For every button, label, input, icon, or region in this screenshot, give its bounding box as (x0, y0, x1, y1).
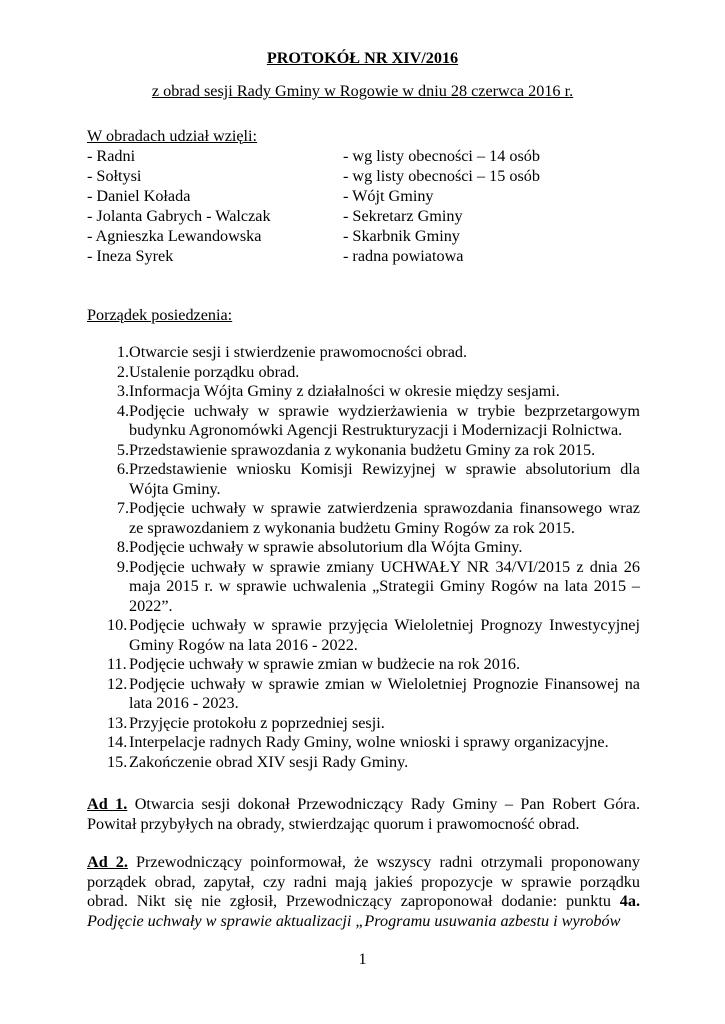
attendee-role: - wg listy obecności – 14 osób (343, 147, 540, 165)
document-title: PROTOKÓŁ NR XIV/2016 (266, 49, 459, 67)
attendance-row (87, 187, 647, 207)
agenda-item-text: Przedstawienie sprawozdania z wykonania budżetu Gminy za rok 2015. (129, 440, 596, 459)
ad2-paragraph (87, 853, 640, 931)
attendee-name: - Jolanta Gabrych - Walczak (87, 207, 271, 225)
page-number: 1 (358, 950, 367, 968)
agenda-item-number: 13. (107, 713, 128, 732)
agenda-item (87, 382, 640, 402)
agenda-list (87, 343, 640, 772)
agenda-heading: Porządek posiedzenia: (87, 306, 233, 324)
attendee-name: - Agnieszka Lewandowska (87, 227, 262, 245)
attendance-row (87, 167, 647, 187)
attendance-row (87, 227, 647, 247)
agenda-item-text: Przyjęcie protokołu z poprzedniej sesji. (129, 713, 385, 732)
attendee-role: - wg listy obecności – 15 osób (343, 167, 540, 185)
agenda-item-number: 11. (107, 655, 127, 673)
ad1-label: Ad 1. (87, 795, 128, 813)
attendance-list (87, 147, 647, 267)
agenda-item (87, 675, 640, 714)
ad1-text: Otwarcia sesji dokonał Przewodniczący Rady Gminy – Pan Robert Góra. Powitał przybyłych na obrady, stwierdzając quorum i prawomocność obrad. (87, 795, 640, 833)
ad2-text: Przewodniczący poinformował, że wszyscy radni otrzymali proponowany porządek obrad, zapytał, czy radni mają jakieś propozycje w sprawie porządku obrad. Nikt się nie zgłosił, Przewodniczący zaproponował dodanie: punktu (87, 853, 640, 910)
agenda-item-text: Otwarcie sesji i stwierdzenie prawomocności obrad. (129, 343, 468, 361)
attendee-role: - radna powiatowa (343, 247, 464, 265)
agenda-item (87, 499, 640, 538)
agenda-item (87, 402, 640, 441)
agenda-item (87, 460, 640, 499)
agenda-item-number: 4. (116, 401, 129, 420)
attendee-role: - Skarbnik Gminy (343, 227, 460, 245)
agenda-item-text: Interpelacje radnych Rady Gminy, wolne wnioski i sprawy organizacyjne. (129, 733, 609, 751)
agenda-item-number: 12. (107, 674, 128, 693)
attendance-heading: W obradach udział wzięli: (87, 127, 258, 145)
agenda-item-number: 1. (116, 343, 129, 361)
agenda-item-number: 15. (107, 752, 128, 771)
agenda-item (87, 538, 640, 558)
agenda-item-text: Podjęcie uchwały w sprawie absolutorium dla Wójta Gminy. (129, 538, 523, 556)
agenda-item-number: 7. (116, 499, 129, 517)
agenda-item (87, 714, 640, 734)
attendee-name: - Radni (87, 147, 136, 165)
ad1-paragraph (87, 795, 640, 834)
attendance-row (87, 207, 647, 227)
agenda-item-number: 5. (116, 440, 129, 459)
attendee-role: - Wójt Gminy (343, 187, 434, 205)
agenda-item-text: Informacja Wójta Gminy z działalności w okresie między sesjami. (129, 382, 560, 400)
agenda-item (87, 343, 640, 363)
agenda-item-text: Podjęcie uchwały w sprawie zatwierdzenia sprawozdania finansowego wraz ze sprawozdaniem z wykonania budżetu Gminy Rogów za rok 2015. (129, 499, 640, 537)
agenda-item-text: Przedstawienie wniosku Komisji Rewizyjnej w sprawie absolutorium dla Wójta Gminy. (129, 460, 640, 498)
agenda-item-number: 2. (116, 362, 129, 381)
attendee-role: - Sekretarz Gminy (343, 207, 463, 225)
agenda-item-text: Zakończenie obrad XIV sesji Rady Gminy. (129, 752, 409, 771)
agenda-item-number: 9. (116, 557, 129, 576)
ad2-label: Ad 2. (87, 853, 128, 871)
agenda-item (87, 753, 640, 773)
agenda-item-number: 10. (107, 616, 128, 634)
agenda-item (87, 733, 640, 753)
attendance-row (87, 147, 647, 167)
agenda-item-number: 3. (116, 382, 129, 400)
ad2-italic-text: Podjęcie uchwały w sprawie aktualizacji „Programu usuwania azbestu i wyrobów (87, 911, 621, 930)
agenda-item-text: Ustalenie porządku obrad. (129, 362, 300, 381)
attendance-row (87, 247, 647, 267)
ad2-point: 4a. (619, 892, 640, 910)
agenda-item (87, 655, 640, 675)
agenda-item-number: 6. (116, 460, 129, 478)
document-subtitle: z obrad sesji Rady Gminy w Rogowie w dniu 28 czerwca 2016 r. (151, 82, 574, 100)
attendee-name: - Daniel Kołada (87, 187, 191, 205)
agenda-item-text: Podjęcie uchwały w sprawie zmian w Wieloletniej Prognozie Finansowej na lata 2016 - 2023. (129, 674, 640, 712)
agenda-item-text: Podjęcie uchwały w sprawie zmiany UCHWAŁY NR 34/VI/2015 z dnia 26 maja 2015 r. w sprawie uchwalenia „Strategii Gminy Rogów na lata 2015 – 2022”. (129, 557, 640, 615)
agenda-item-text: Podjęcie uchwały w sprawie zmian w budżecie na rok 2016. (129, 655, 521, 673)
agenda-item-text: Podjęcie uchwały w sprawie wydzierżawienia w trybie bezprzetargowym budynku Agronomówki Agencji Restrukturyzacji i Modernizacji Rolnictwa. (129, 401, 640, 439)
agenda-item (87, 363, 640, 383)
attendee-name: - Sołtysi (87, 167, 142, 185)
agenda-item-number: 14. (107, 733, 128, 751)
agenda-item-number: 8. (116, 538, 129, 556)
agenda-item (87, 558, 640, 617)
agenda-item (87, 441, 640, 461)
agenda-item-text: Podjęcie uchwały w sprawie przyjęcia Wieloletniej Prognozy Inwestycyjnej Gminy Rogów na lata 2016 - 2022. (129, 616, 640, 654)
attendee-name: - Ineza Syrek (87, 247, 174, 265)
agenda-item (87, 616, 640, 655)
